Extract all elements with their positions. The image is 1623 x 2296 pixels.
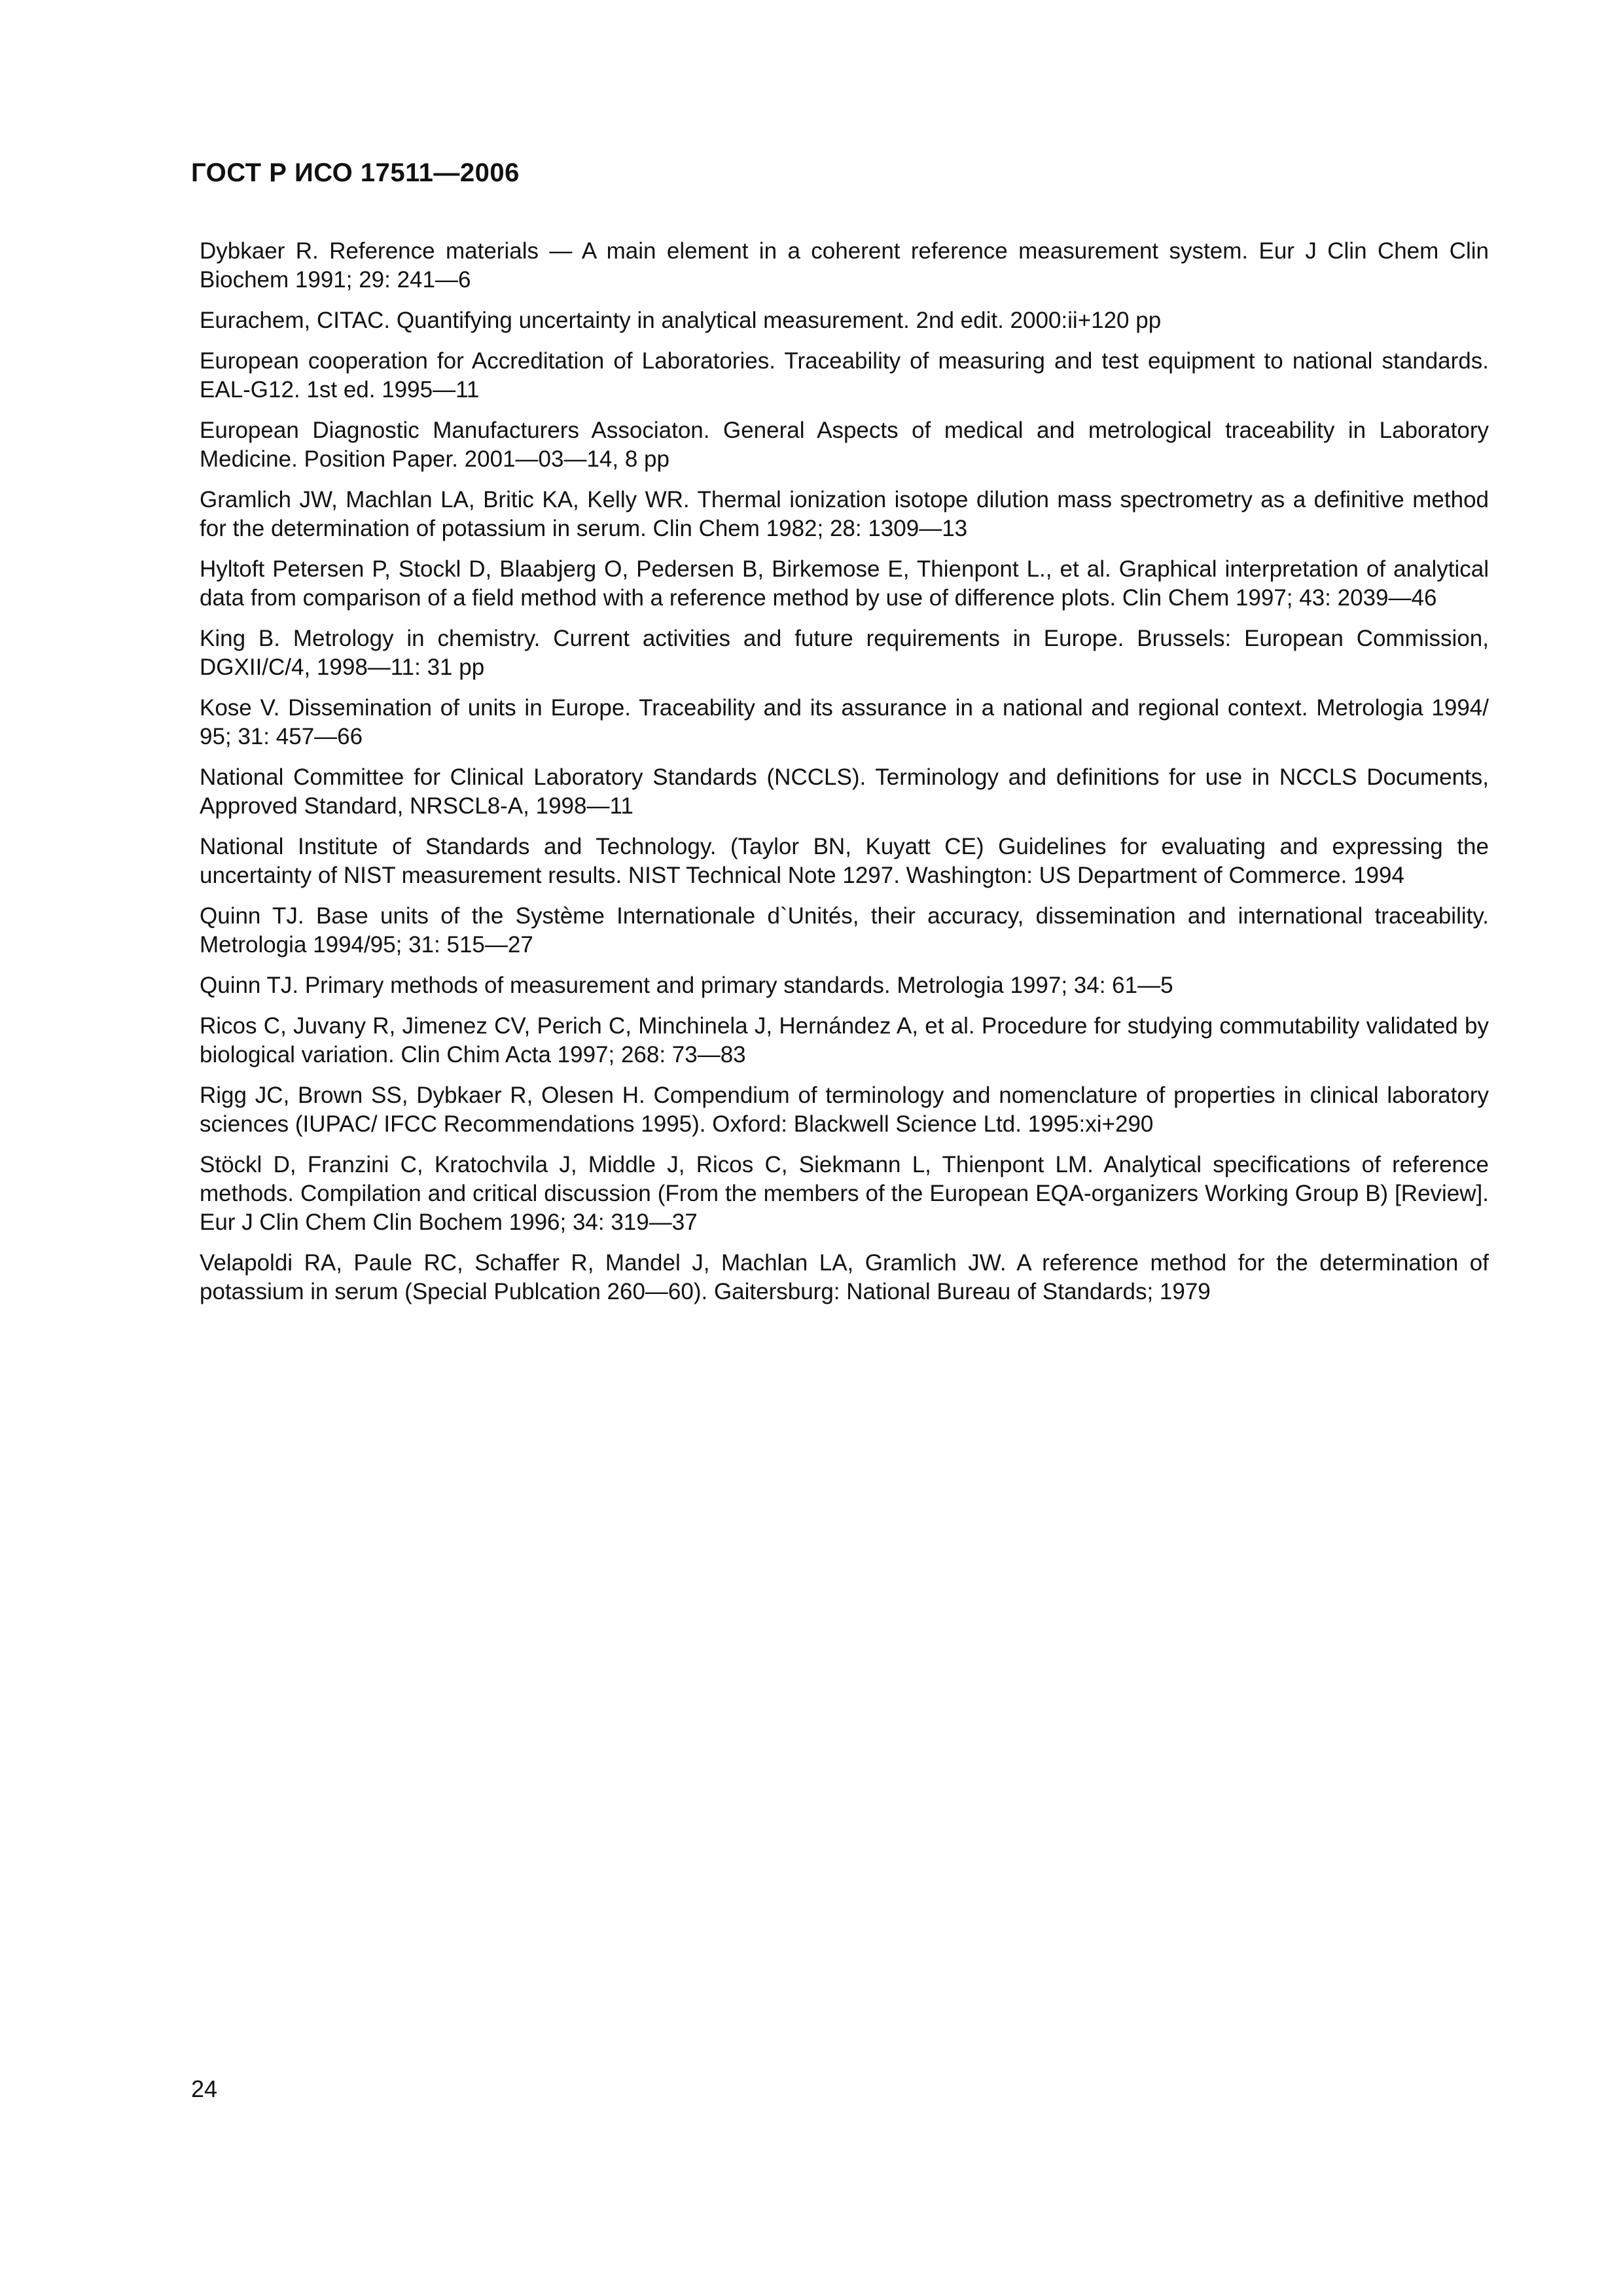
reference-entry: Ricos C, Juvany R, Jimenez CV, Perich C, Minchinela J, Hernández A, et al. Procedure for studying commutability validated by biological variation. Clin Chim Acta 1997; 268: 73—83	[200, 1013, 1489, 1067]
reference-entry: Rigg JC, Brown SS, Dybkaer R, Olesen H. Compendium of terminology and nomenclature of properties in clinical laboratory sciences (IUPAC/ IFCC Recommendations 1995). Oxford: Blackwell Science Ltd. 1995:xi+290	[200, 1083, 1489, 1137]
reference-entry: National Committee for Clinical Laboratory Standards (NCCLS). Terminology and definitions for use in NCCLS Documents, Approved Standard, NRSCL8-A, 1998—11	[200, 764, 1489, 819]
reference-entry: Stöckl D, Franzini C, Kratochvila J, Middle J, Ricos C, Siekmann L, Thienpont LM. Analytical specifications of reference methods. Compilation and critical discussion (From the members of the European EQA-organizers Working Group B) [Review]. Eur J Clin Chem Clin Bochem 1996; 34: 319—37	[200, 1152, 1489, 1235]
document-header: ГОСТ Р ИСО 17511—2006	[191, 158, 520, 187]
reference-entry: Quinn TJ. Base units of the Système Internationale d`Unités, their accuracy, dissemination and international traceability. Metrologia 1994/95; 31: 515—27	[200, 903, 1489, 958]
reference-entry: King B. Metrology in chemistry. Current activities and future requirements in Europe. Brussels: European Commission, DGXII/C/4, 1998—11: 31 pp	[200, 626, 1489, 680]
reference-entry: Kose V. Dissemination of units in Europe. Traceability and its assurance in a national and regional context. Metrologia 1994/ 95; 31: 457—66	[200, 695, 1489, 749]
reference-entry: Dybkaer R. Reference materials — A main element in a coherent reference measurement system. Eur J Clin Chem Clin Biochem 1991; 29: 241—6	[200, 238, 1489, 293]
reference-entry: Gramlich JW, Machlan LA, Britic KA, Kelly WR. Thermal ionization isotope dilution mass spectrometry as a definitive method for the determination of potassium in serum. Clin Chem 1982; 28: 1309—13	[200, 487, 1489, 541]
reference-entry: Hyltoft Petersen P, Stockl D, Blaabjerg O, Pedersen B, Birkemose E, Thienpont L., et al. Graphical interpretation of analytical data from comparison of a field method with a reference method by use of difference plots. Clin Chem 1997; 43: 2039—46	[200, 556, 1489, 611]
reference-entry: Eurachem, CITAC. Quantifying uncertainty in analytical measurement. 2nd edit. 2000:ii+120 pp	[200, 308, 1162, 333]
reference-entry: European cooperation for Accreditation of Laboratories. Traceability of measuring and test equipment to national standards. EAL-G12. 1st ed. 1995—11	[200, 348, 1489, 403]
bibliography-list	[200, 237, 1489, 1318]
reference-entry: Velapoldi RA, Paule RC, Schaffer R, Mandel J, Machlan LA, Gramlich JW. A reference method for the determination of potassium in serum (Special Publcation 260—60). Gaitersburg: National Bureau of Standards; 1979	[200, 1250, 1489, 1304]
reference-entry: Quinn TJ. Primary methods of measurement and primary standards. Metrologia 1997; 34: 61—5	[200, 973, 1173, 998]
reference-entry: National Institute of Standards and Technology. (Taylor BN, Kuyatt CE) Guidelines for evaluating and expressing the uncertainty of NIST measurement results. NIST Technical Note 1297. Washington: US Department of Commerce. 1994	[200, 834, 1489, 888]
page-number: 24	[191, 2075, 218, 2102]
reference-entry: European Diagnostic Manufacturers Associaton. General Aspects of medical and metrological traceability in Laboratory Medicine. Position Paper. 2001—03—14, 8 pp	[200, 418, 1489, 472]
